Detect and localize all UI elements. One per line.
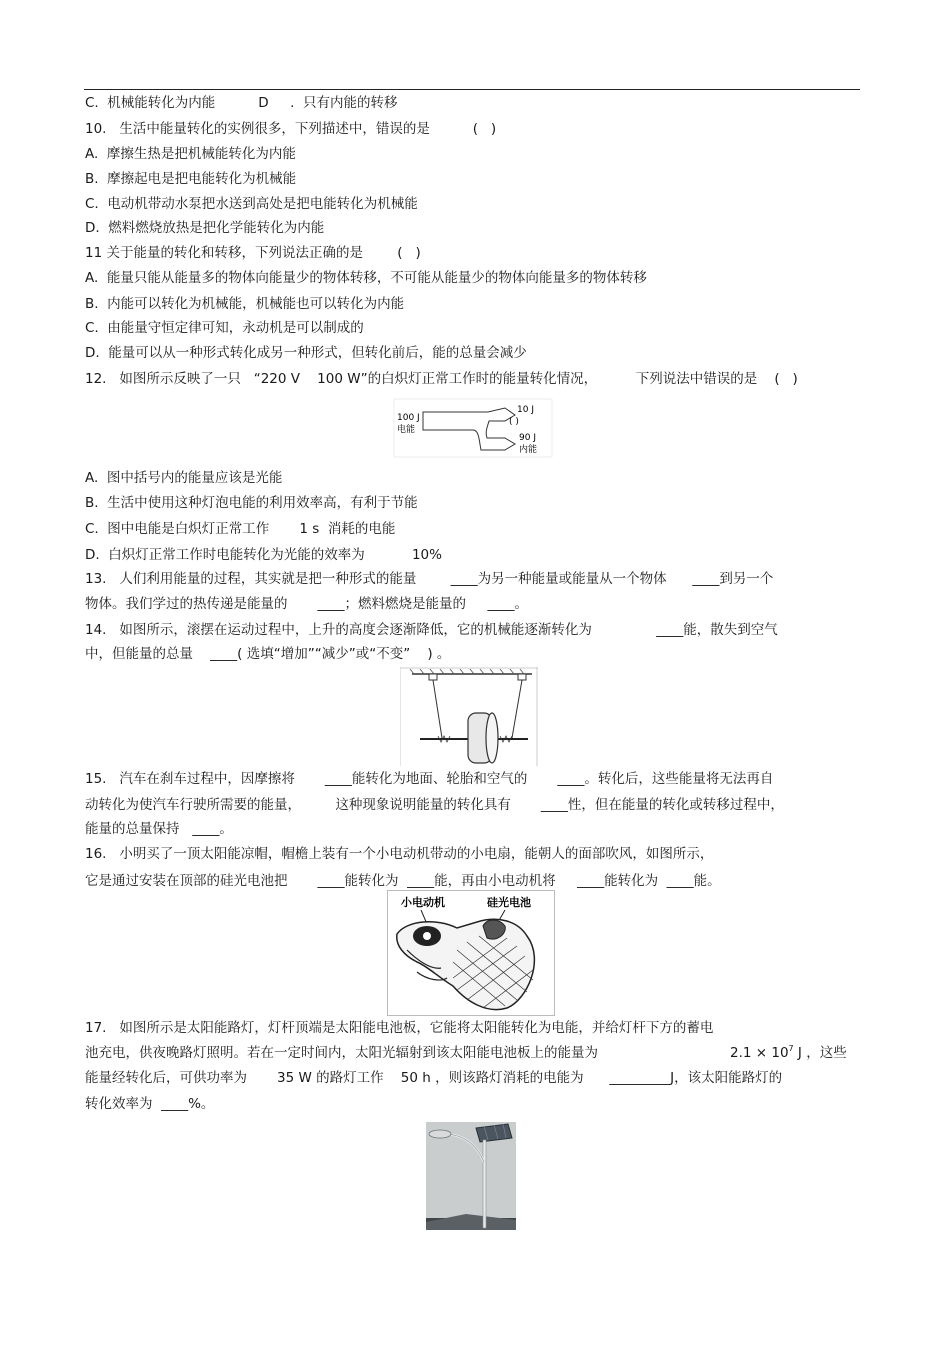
header-rule: [84, 89, 860, 90]
q14-maxwell-pendulum-figure: [400, 666, 538, 766]
q11-stem: 11 关于能量的转化和转移，下列说法正确的是 ( ): [85, 245, 421, 261]
q11-option-a: A. 能量只能从能量多的物体向能量少的物体转移，不可能从能量少的物体向能量多的物体转移: [85, 270, 647, 286]
q12-option-a: A. 图中括号内的能量应该是光能: [85, 470, 283, 486]
q17-value-mantissa: 2.1 × 10: [730, 1045, 789, 1061]
q16-line-1: 16. 小明买了一顶太阳能凉帽，帽檐上装有一个小电动机带动的小电扇，能朝人的面部吹风，如图所示，: [85, 846, 714, 862]
q10-option-b: B. 摩擦起电是把电能转化为机械能: [85, 171, 297, 187]
q12-stem: 12. 如图所示反映了一只 “220 V 100 W”的白炽灯正常工作时的能量转化情况， 下列说法中错误的是 ( ): [85, 371, 798, 387]
fig12-bottom-value: 90 J: [519, 433, 536, 443]
q14-line-1: 14. 如图所示，滚摆在运动过程中，上升的高度会逐渐降低，它的机械能逐渐转化为 ____能，散失到空气: [85, 622, 778, 638]
q15-line-1: 15. 汽车在刹车过程中，因摩擦将 ____能转化为地面、轮胎和空气的 ____。转化后，这些能量将无法再自: [85, 771, 774, 787]
q9-option-c-d: C. 机械能转化为内能 D . 只有内能的转移: [85, 95, 398, 111]
q12-option-b: B. 生活中使用这种灯泡电能的利用效率高，有利于节能: [85, 495, 418, 511]
q17-line-2: 池充电，供夜晚路灯照明。若在一定时间内，太阳光辐射到该太阳能电池板上的能量为: [85, 1045, 598, 1061]
q17-solar-street-light-figure: [426, 1122, 516, 1230]
q15-line-2: 动转化为使汽车行驶所需要的能量， 这种现象说明能量的转化具有 ____性，但在能量的转化或转移过程中，: [85, 797, 784, 813]
q10-option-d: D. 燃料燃烧放热是把化学能转化为内能: [85, 220, 325, 236]
q11-option-c: C. 由能量守恒定律可知，永动机是可以制成的: [85, 320, 364, 336]
q17-value-exponent: 7: [788, 1044, 794, 1053]
fig12-input-value: 100 J: [397, 413, 420, 423]
q13-line-1: 13. 人们利用能量的过程，其实就是把一种形式的能量 ____为另一种能量或能量从一个物体 ____到另一个: [85, 571, 774, 587]
q10-option-a: A. 摩擦生热是把机械能转化为内能: [85, 146, 296, 162]
fig12-top-value: 10 J: [517, 405, 534, 415]
q17-line-1: 17. 如图所示是太阳能路灯，灯杆顶端是太阳能电池板，它能将太阳能转化为电能，并给灯杆下方的蓄电: [85, 1020, 714, 1036]
q12-option-d: D. 白炽灯正常工作时电能转化为光能的效率为 10%: [85, 547, 442, 563]
fig16-label-motor: 小电动机: [401, 896, 445, 909]
q17-value-suffix: J ，这些: [793, 1045, 847, 1061]
q14-line-2: 中，但能量的总量 ____( 选填“增加”“减少”或“不变” ) 。: [85, 646, 451, 662]
q12-option-c: C. 图中电能是白炽灯正常工作 1 s 消耗的电能: [85, 521, 396, 537]
fig12-bottom-label: 内能: [519, 445, 538, 455]
q10-option-c: C. 电动机带动水泵把水送到高处是把电能转化为机械能: [85, 196, 418, 212]
q13-line-2: 物体。我们学过的热传递是能量的 ____；燃料燃烧是能量的 ____。: [85, 596, 528, 612]
q17-line-4: 转化效率为 ____%。: [85, 1096, 215, 1112]
q16-line-2: 它是通过安装在顶部的硅光电池把 ____能转化为 ____能，再由小电动机将 ____能转化为 ____能。: [85, 873, 721, 889]
q10-stem: 10. 生活中能量转化的实例很多，下列描述中，错误的是 ( ): [85, 121, 497, 137]
q11-option-d: D. 能量可以从一种形式转化成另一种形式，但转化前后，能的总量会减少: [85, 345, 527, 361]
q15-line-3: 能量的总量保持 ____。: [85, 821, 233, 837]
fig12-input-label: 电能: [397, 425, 416, 435]
fig12-top-paren: ( ): [509, 417, 519, 427]
q11-option-b: B. 内能可以转化为机械能，机械能也可以转化为内能: [85, 296, 405, 312]
q17-line-3: 能量经转化后，可供功率为 35 W 的路灯工作 50 h ，则该路灯消耗的电能为 _________J，该太阳能路灯的: [85, 1070, 783, 1086]
q12-energy-flow-diagram: [393, 398, 553, 458]
fig16-label-cell: 硅光电池: [487, 896, 531, 909]
q17-energy-value: [730, 1044, 847, 1062]
q16-solar-hat-figure: [387, 890, 555, 1016]
